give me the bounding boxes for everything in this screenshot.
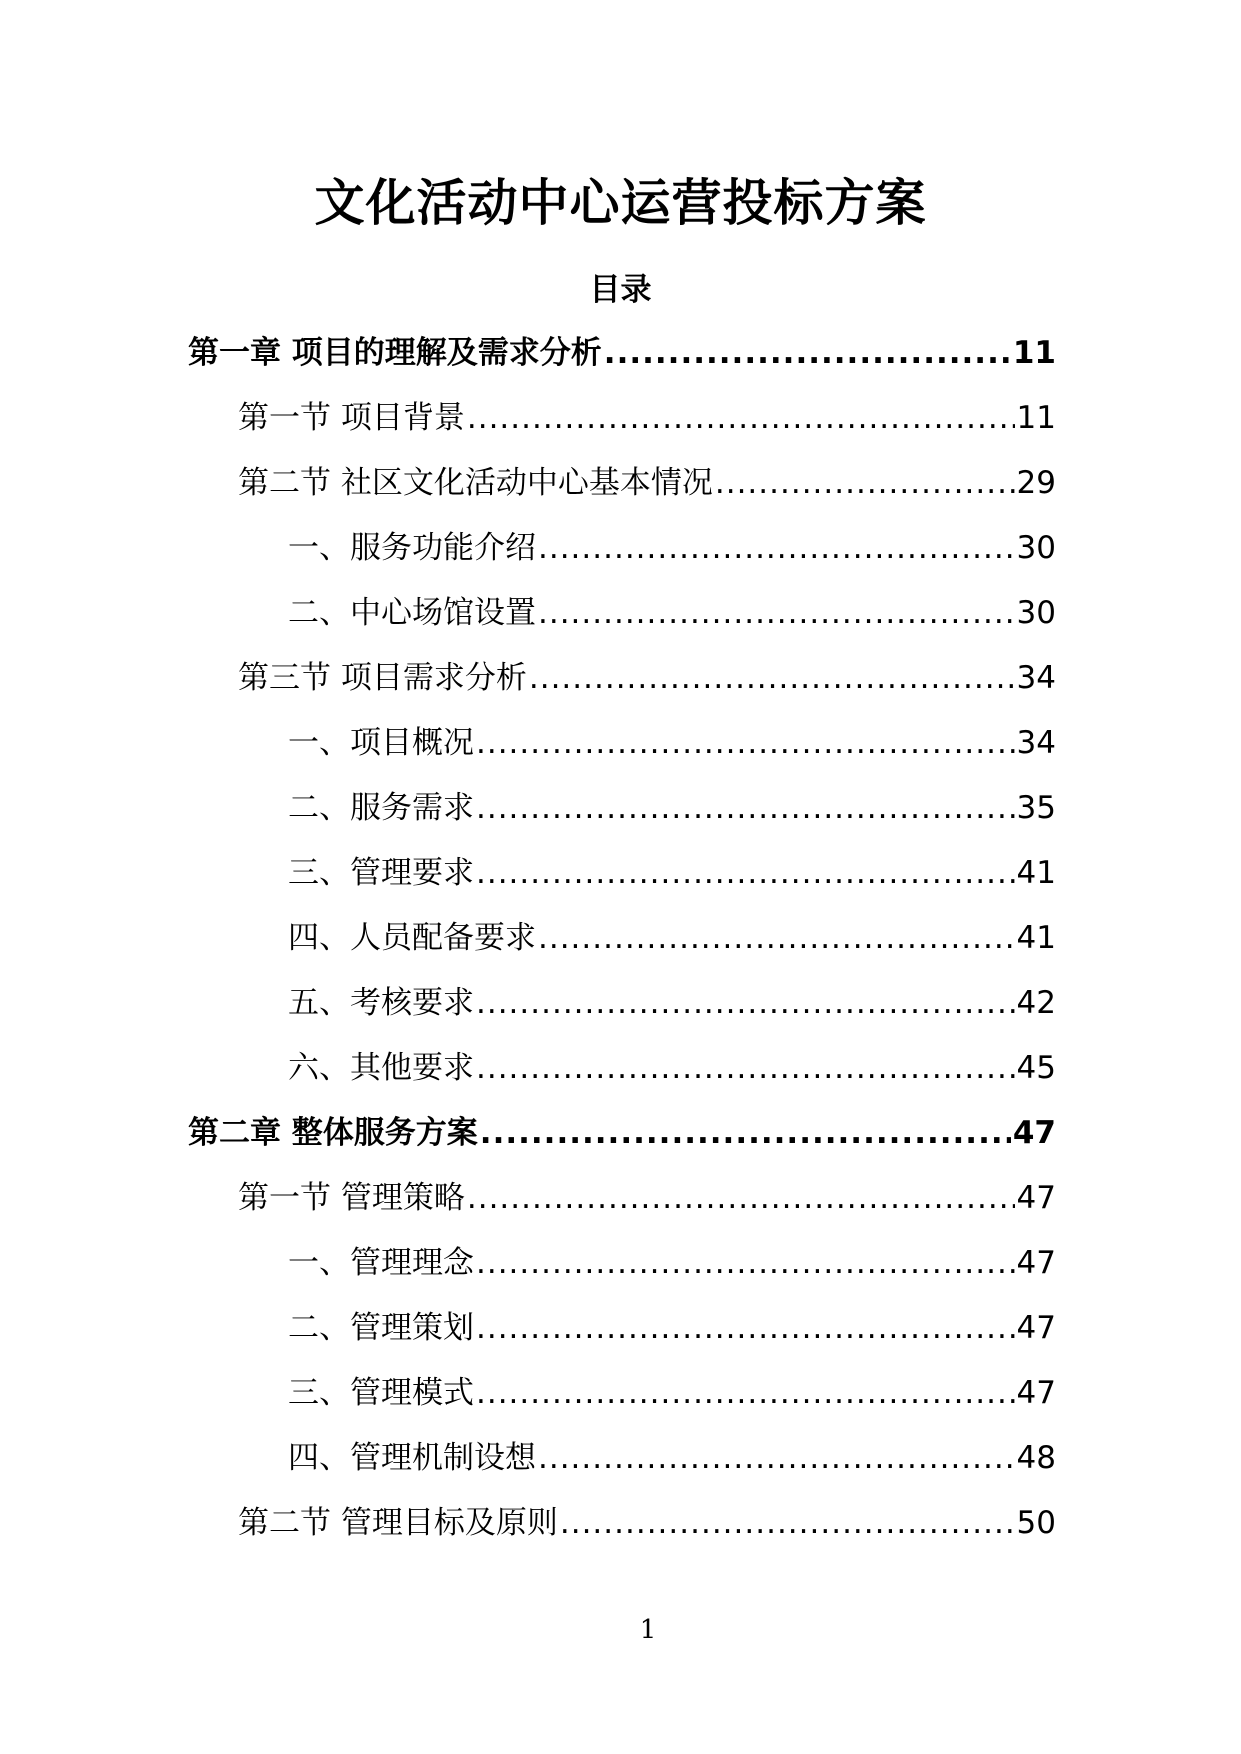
toc-entry-page: 11 [1016, 400, 1056, 436]
toc-entry-page: 47 [1016, 1310, 1056, 1346]
toc-entry[interactable] [188, 650, 1056, 715]
toc-dot-leader [467, 390, 1015, 446]
toc-entry-page: 41 [1016, 920, 1056, 956]
toc-entry-label: 三、管理要求 [288, 855, 474, 891]
toc-entry[interactable] [188, 780, 1056, 845]
toc-entry[interactable] [188, 520, 1056, 585]
toc-entry-label: 第二节 管理目标及原则 [238, 1505, 558, 1541]
toc-entry[interactable] [188, 1495, 1056, 1560]
toc-dot-leader [715, 455, 1015, 511]
toc-dot-leader [476, 975, 1015, 1031]
toc-entry-label: 四、管理机制设想 [288, 1440, 536, 1476]
toc-entry-page: 35 [1016, 790, 1056, 826]
toc-entry-label: 二、管理策划 [288, 1310, 474, 1346]
toc-entry-page: 47 [1016, 1180, 1056, 1216]
toc-entry-page: 30 [1016, 530, 1056, 566]
toc-entry-label: 五、考核要求 [288, 985, 474, 1021]
toc-entry-label: 一、服务功能介绍 [288, 530, 536, 566]
toc-entry[interactable] [188, 1235, 1056, 1300]
toc-entry[interactable] [188, 715, 1056, 780]
toc-entry-label: 三、管理模式 [288, 1375, 474, 1411]
toc-entry-page: 45 [1016, 1050, 1056, 1086]
toc-entry-page: 48 [1016, 1440, 1056, 1476]
toc-entry-page: 30 [1016, 595, 1056, 631]
toc-entry[interactable] [188, 845, 1056, 910]
toc-entry-page: 34 [1016, 660, 1056, 696]
toc-dot-leader [480, 1105, 1011, 1161]
toc-entry-page: 29 [1016, 465, 1056, 501]
toc-entry-label: 第三节 项目需求分析 [238, 660, 527, 696]
toc-entry-label: 第二章 整体服务方案 [188, 1115, 478, 1151]
document-title: 文化活动中心运营投标方案 [314, 174, 927, 232]
toc-entry-label: 一、管理理念 [288, 1245, 474, 1281]
toc-dot-leader [529, 650, 1015, 706]
toc-dot-leader [538, 910, 1015, 966]
toc-entry-label: 二、服务需求 [288, 790, 474, 826]
toc-entry[interactable] [188, 390, 1056, 455]
toc-entry[interactable] [188, 1040, 1056, 1105]
toc-dot-leader [476, 845, 1015, 901]
toc-dot-leader [538, 520, 1015, 576]
toc-dot-leader [476, 1235, 1015, 1291]
toc-entry-page: 47 [1016, 1375, 1056, 1411]
toc-dot-leader [560, 1495, 1015, 1551]
toc-dot-leader [476, 780, 1015, 836]
toc-dot-leader [538, 585, 1015, 641]
toc-entry[interactable] [188, 1300, 1056, 1365]
toc-dot-leader [476, 1365, 1015, 1421]
toc-entry-page: 42 [1016, 985, 1056, 1021]
toc-entry-label: 二、中心场馆设置 [288, 595, 536, 631]
toc-entry-label: 一、项目概况 [288, 725, 474, 761]
toc-entry[interactable] [188, 975, 1056, 1040]
toc-dot-leader [467, 1170, 1015, 1226]
toc-dot-leader [476, 715, 1015, 771]
toc-entry-label: 第一节 管理策略 [238, 1180, 465, 1216]
toc-entry-page: 34 [1016, 725, 1056, 761]
toc-entry[interactable] [188, 1105, 1056, 1170]
table-of-contents [188, 325, 1056, 1560]
toc-entry[interactable] [188, 585, 1056, 650]
toc-entry-page: 47 [1012, 1115, 1056, 1151]
toc-entry-label: 第一节 项目背景 [238, 400, 465, 436]
toc-entry-label: 六、其他要求 [288, 1050, 474, 1086]
toc-entry[interactable] [188, 1365, 1056, 1430]
toc-entry-page: 11 [1012, 335, 1056, 371]
toc-entry[interactable] [188, 910, 1056, 975]
toc-entry[interactable] [188, 325, 1056, 390]
toc-entry[interactable] [188, 1170, 1056, 1235]
toc-entry-page: 41 [1016, 855, 1056, 891]
toc-dot-leader [538, 1430, 1015, 1486]
toc-entry[interactable] [188, 455, 1056, 520]
toc-entry-label: 第一章 项目的理解及需求分析 [188, 335, 602, 371]
toc-dot-leader [476, 1040, 1015, 1096]
page-number: 1 [639, 1615, 657, 1645]
toc-entry-page: 47 [1016, 1245, 1056, 1281]
toc-heading: 目录 [589, 272, 652, 308]
toc-dot-leader [476, 1300, 1015, 1356]
toc-entry-page: 50 [1016, 1505, 1056, 1541]
toc-entry[interactable] [188, 1430, 1056, 1495]
toc-dot-leader [604, 325, 1011, 381]
toc-entry-label: 第二节 社区文化活动中心基本情况 [238, 465, 713, 501]
toc-entry-label: 四、人员配备要求 [288, 920, 536, 956]
